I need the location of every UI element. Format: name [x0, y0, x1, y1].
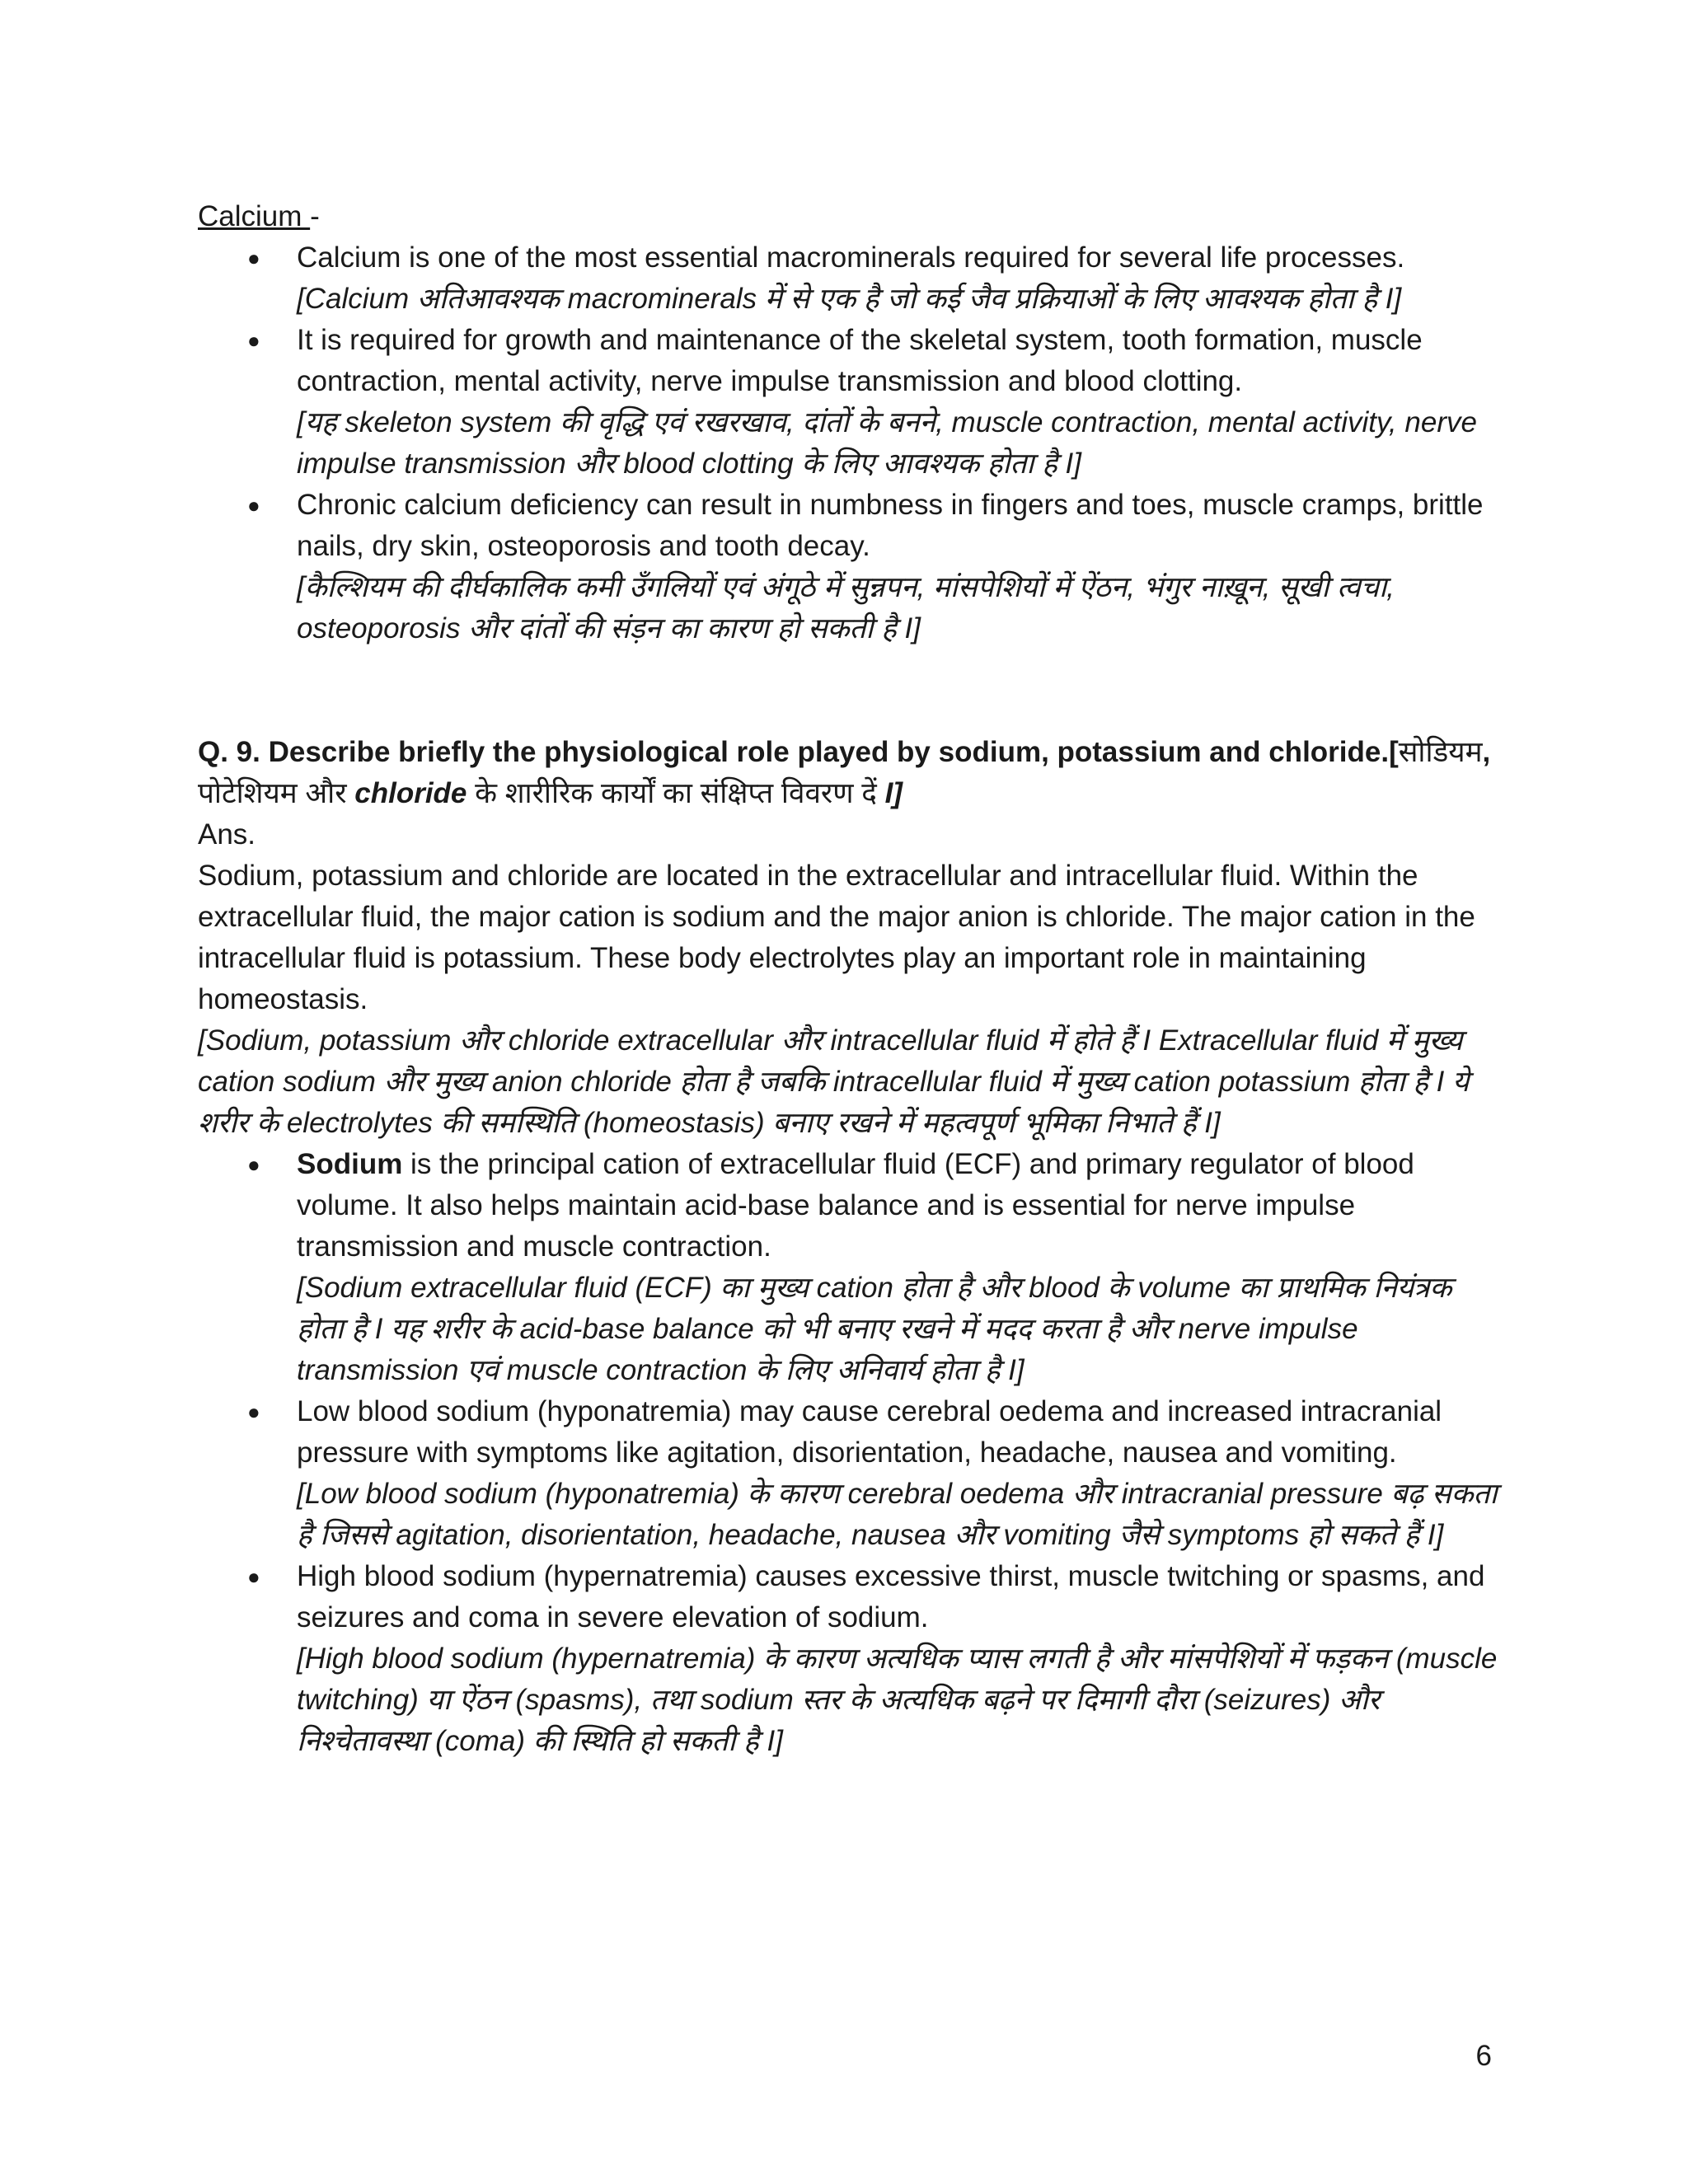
answer-label: Ans.: [198, 818, 256, 851]
answer-paragraph-english: Sodium, potassium and chloride are located in the extracellular and intracellular fluid. Within the extracellular fluid, the major cation is sodium and the major anion is chloride. The major cation in the intracellular fluid is potassium. These body electrolytes play an important role in maintaining homeostasis.: [198, 860, 1475, 1015]
sodium-bullet-list: [198, 1144, 1500, 1762]
question-text: Q. 9. Describe briefly the physiological role played by sodium, potassium and chloride.[: [198, 736, 1399, 768]
bullet-bold-term: Sodium: [297, 1148, 403, 1180]
question-heading: [198, 732, 1500, 814]
bullet-english-text: is the principal cation of extracellular fluid (ECF) and primary regulator of blood volume. It also helps maintain acid-base balance and is essential for nerve impulse transmission and muscle contraction.: [297, 1148, 1414, 1263]
page-content: [198, 196, 1500, 1762]
bullet-hindi-text: [Low blood sodium (hyponatremia) के कारण cerebral oedema और intracranial pressure बढ़ सकता है जिससे agitation, disorientation, headache, nausea और vomiting जैसे symptoms हो सकते हैं I]: [297, 1478, 1498, 1551]
bullet-english-text: It is required for growth and maintenance of the skeletal system, tooth formation, muscle contraction, mental activity, nerve impulse transmission and blood clotting.: [297, 324, 1423, 397]
list-item: [198, 1556, 1500, 1762]
page-number: 6: [1475, 2040, 1492, 2072]
calcium-heading-dash: -: [310, 200, 320, 232]
question-hindi-part2: पोटेशियम और: [198, 777, 355, 809]
list-item: [198, 1144, 1500, 1391]
answer-paragraph-hindi: [Sodium, potassium और chloride extracellular और intracellular fluid में होते हैं I Extracellular fluid में मुख्य cation sodium और मुख्य anion chloride होता है जबकि intracellular fluid में मुख्य cation potassium होता है I ये शरीर के electrolytes की समस्थिति (homeostasis) बनाए रखने में महत्वपूर्ण भूमिका निभाते हैं I]: [198, 1024, 1470, 1139]
list-item: [198, 320, 1500, 485]
bullet-hindi-text: [Calcium अतिआवश्यक macrominerals में से एक है जो कई जैव प्रक्रियाओं के लिए आवश्यक होता है I]: [297, 283, 1402, 315]
list-item: [198, 485, 1500, 649]
bullet-english-text: High blood sodium (hypernatremia) causes excessive thirst, muscle twitching or spasms, and seizures and coma in severe elevation of sodium.: [297, 1560, 1485, 1633]
bullet-hindi-text: [यह skeleton system की वृद्धि एवं रखरखाव, दांतों के बनने, muscle contraction, mental activity, nerve impulse transmission और blood clotting के लिए आवश्यक होता है I]: [297, 406, 1477, 480]
question-hindi-part3: के शारीरिक कार्यों का संक्षिप्त विवरण दें: [467, 777, 885, 809]
bullet-hindi-text: [Sodium extracellular fluid (ECF) का मुख्य cation होता है और blood के volume का प्राथमिक नियंत्रक होता है I यह शरीर के acid-base balance को भी बनाए रखने में मदद करता है और nerve impulse transmission एवं muscle contraction के लिए अनिवार्य होता है I]: [297, 1272, 1452, 1386]
bullet-english-text: Calcium is one of the most essential macrominerals required for several life processes.: [297, 241, 1405, 274]
bullet-english-text: Low blood sodium (hyponatremia) may cause cerebral oedema and increased intracranial pressure with symptoms like agitation, disorientation, headache, nausea and vomiting.: [297, 1395, 1442, 1469]
bullet-english-text: Chronic calcium deficiency can result in numbness in fingers and toes, muscle cramps, brittle nails, dry skin, osteoporosis and tooth decay.: [297, 489, 1484, 562]
question-hindi-part1: सोडियम: [1398, 736, 1483, 768]
question-chloride: chloride: [354, 777, 467, 809]
list-item: [198, 1391, 1500, 1556]
calcium-heading: [198, 196, 1500, 237]
question-end: I]: [884, 777, 903, 809]
bullet-hindi-text: [कैल्शियम की दीर्घकालिक कमी उँगलियों एवं अंगूठे में सुन्नपन, मांसपेशियों में ऐंठन, भंगुर नाख़ून, सूखी त्वचा, osteoporosis और दांतों की संड़न का कारण हो सकती है I]: [297, 571, 1395, 644]
list-item: [198, 237, 1500, 320]
bullet-hindi-text: [High blood sodium (hypernatremia) के कारण अत्यधिक प्यास लगती है और मांसपेशियों में फड़कन (muscle twitching) या ऐंठन (spasms), तथा sodium स्तर के अत्यधिक बढ़ने पर दिमागी दौरा (seizures) और निश्चेतावस्था (coma) की स्थिति हो सकती है I]: [297, 1643, 1498, 1757]
calcium-heading-text: Calcium: [198, 200, 311, 232]
question-comma: ,: [1482, 736, 1491, 768]
calcium-bullet-list: [198, 237, 1500, 649]
